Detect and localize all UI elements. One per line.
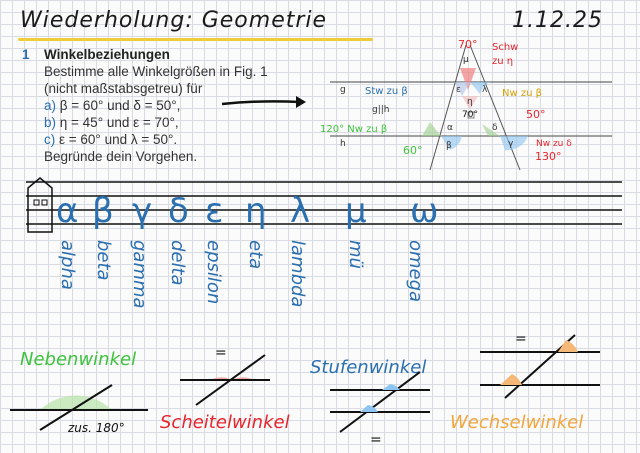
note-eta: 70° [462,110,478,120]
greek-letter-omega: ω [410,191,439,231]
name-epsilon: epsilon [203,240,224,305]
greek-letter-lambda: λ [290,191,311,231]
greek-letter-beta: β [92,191,114,231]
task-heading: Winkelbeziehungen [44,47,170,62]
name-mu: mü [345,240,366,269]
wechsel-equal: = [515,331,527,347]
angle-gamma: γ [508,139,514,149]
task-intro-line: Bestimme alle Winkelgrößen in Fig. 1 [44,64,268,79]
greek-letters [56,191,438,231]
task-item-text: η = 45° und ε = 70°, [59,115,179,130]
angle-lambda: λ [482,85,488,95]
name-gamma: gamma [129,240,150,309]
note-beta: 60° [403,144,423,157]
name-eta: eta [245,240,266,270]
greek-letter-epsilon: ε [205,191,224,231]
note-mu: 70° [458,38,478,51]
wechselwinkel-label: Wechselwinkel [450,412,584,433]
page-title: Wiederholung: Geometrie [20,8,328,33]
scheitelwinkel-figure [180,355,270,405]
task-item-label: c) [44,132,56,147]
task-item-text: ε = 60° und λ = 50°. [59,132,178,147]
line-g-label: g [340,85,346,95]
name-omega: omega [405,240,426,303]
name-beta: beta [93,240,114,281]
greek-letter-delta: δ [168,191,189,231]
note-sw: Schw [492,42,519,53]
greek-letter-eta: η [245,191,267,231]
angle-beta: β [446,141,452,151]
name-delta: delta [167,240,188,286]
task-item-label: b) [44,115,57,130]
greek-names [57,240,426,309]
stufenwinkel-label: Stufenwinkel [310,357,427,378]
nebenwinkel-label: Nebenwinkel [20,349,137,370]
scheitelwinkel-label: Scheitelwinkel [160,412,290,433]
arrow-icon [222,96,306,108]
note-nwl: Nw zu β [502,88,542,99]
nebenwinkel-note: zus. 180° [68,421,125,435]
scheitel-equal: = [215,345,227,361]
task-number: 1 [22,47,30,62]
angle-mu: μ [463,55,469,65]
greek-letter-alpha: α [56,191,79,231]
parallel-label: g||h [372,105,390,115]
wechselwinkel-figure [480,335,600,398]
task-item-text: β = 60° und δ = 50°, [59,98,181,113]
name-alpha: alpha [57,240,78,290]
note-gamma: Nw zu δ [536,139,572,149]
greek-letter-mu: μ [345,191,367,231]
angle-delta: δ [492,123,498,133]
note-alpha: 120° Nw zu β [320,124,388,135]
line-h-label: h [340,139,346,149]
task-intro-line: (nicht maßstabsgetreu) für [44,81,203,96]
staff [26,178,622,232]
greek-letter-gamma: γ [132,191,153,231]
stufenwinkel-figure [330,372,430,432]
date: 1.12.25 [512,8,603,33]
stufen-equal: = [370,432,382,448]
angle-eta: η [467,97,473,107]
task-item-label: a) [44,98,57,113]
name-lambda: lambda [287,240,308,308]
note-sw2: zu η [492,56,514,67]
angle-epsilon: ε [456,85,461,95]
angle-alpha: α [447,123,453,133]
task-closing: Begründe dein Vorgehen. [44,149,198,164]
note-stw: Stw zu β [365,86,408,97]
note-gamma-value: 130° [535,150,562,163]
note-lambda: 50° [526,108,546,121]
